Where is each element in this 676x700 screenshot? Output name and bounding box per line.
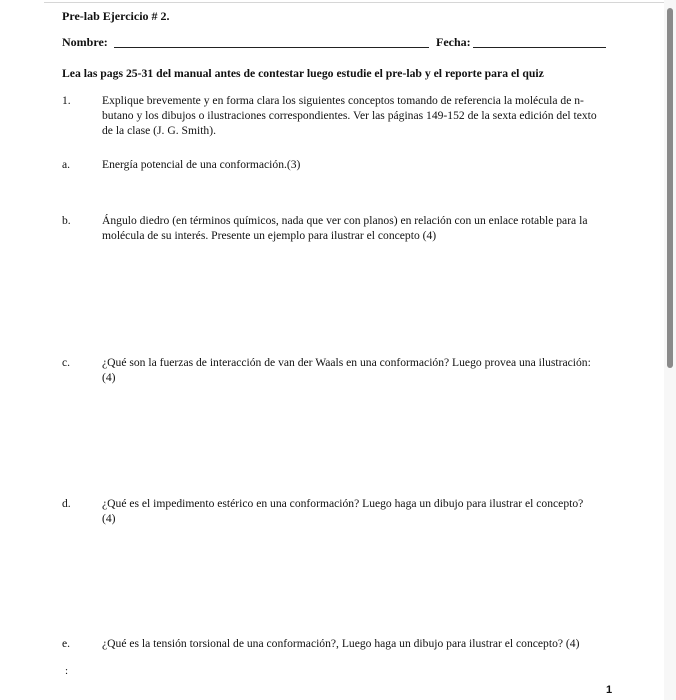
item-marker-c: c. bbox=[62, 356, 71, 369]
item-d-line-2: (4) bbox=[102, 512, 116, 525]
item-marker-e: e. bbox=[62, 637, 71, 650]
date-blank-line[interactable] bbox=[473, 47, 606, 48]
item-marker-a: a. bbox=[62, 158, 71, 171]
name-label: Nombre: bbox=[62, 35, 108, 49]
item-b-line-1: Ángulo diedro (en términos químicos, nada que ver con planos) en relación con un enlace rotable para la bbox=[102, 214, 588, 227]
item-e-line-1: ¿Qué es la tensión torsional de una conformación?, Luego haga un dibujo para ilustrar el concepto? (4) bbox=[102, 637, 580, 650]
top-border-line bbox=[44, 2, 664, 3]
scrollbar-track[interactable] bbox=[664, 0, 676, 700]
item-marker-d: d. bbox=[62, 497, 71, 510]
page-number: 1 bbox=[606, 684, 613, 696]
item-d-line-1: ¿Qué es el impedimento estérico en una conformación? Luego haga un dibujo para ilustrar el concepto? bbox=[102, 497, 584, 510]
name-blank-line[interactable] bbox=[114, 47, 429, 48]
item-b-text bbox=[102, 213, 617, 243]
item-e-text bbox=[102, 636, 617, 651]
item-b-line-2: molécula de su interés. Presente un ejemplo para ilustrar el concepto (4) bbox=[102, 229, 437, 242]
instructions-text: Lea las pags 25-31 del manual antes de contestar luego estudie el pre-lab y el reporte para el quiz bbox=[62, 67, 544, 80]
stray-mark: : bbox=[65, 665, 69, 677]
question-line-2: butano y los dibujos o ilustraciones correspondientes. Ver las páginas 149-152 de la sexta edición del texto bbox=[102, 109, 597, 122]
question-line-3: de la clase (J. G. Smith). bbox=[102, 124, 216, 137]
item-d-text bbox=[102, 496, 617, 526]
item-c-line-1: ¿Qué son la fuerzas de interacción de van der Waals en una conformación? Luego provea una ilustración: bbox=[102, 356, 591, 369]
question-line-1: Explique brevemente y en forma clara los siguientes conceptos tomando de referencia la molécula de n- bbox=[102, 94, 584, 107]
date-label: Fecha: bbox=[436, 35, 471, 49]
item-c-line-2: (4) bbox=[102, 371, 116, 384]
item-a-text bbox=[102, 157, 617, 172]
item-c-text bbox=[102, 355, 617, 385]
question-body bbox=[102, 93, 617, 138]
item-marker-b: b. bbox=[62, 214, 71, 227]
question-number: 1. bbox=[62, 94, 71, 107]
item-a-line-1: Energía potencial de una conformación.(3) bbox=[102, 158, 301, 171]
scrollbar-thumb[interactable] bbox=[667, 8, 673, 368]
page-title: Pre-lab Ejercicio # 2. bbox=[62, 9, 170, 23]
